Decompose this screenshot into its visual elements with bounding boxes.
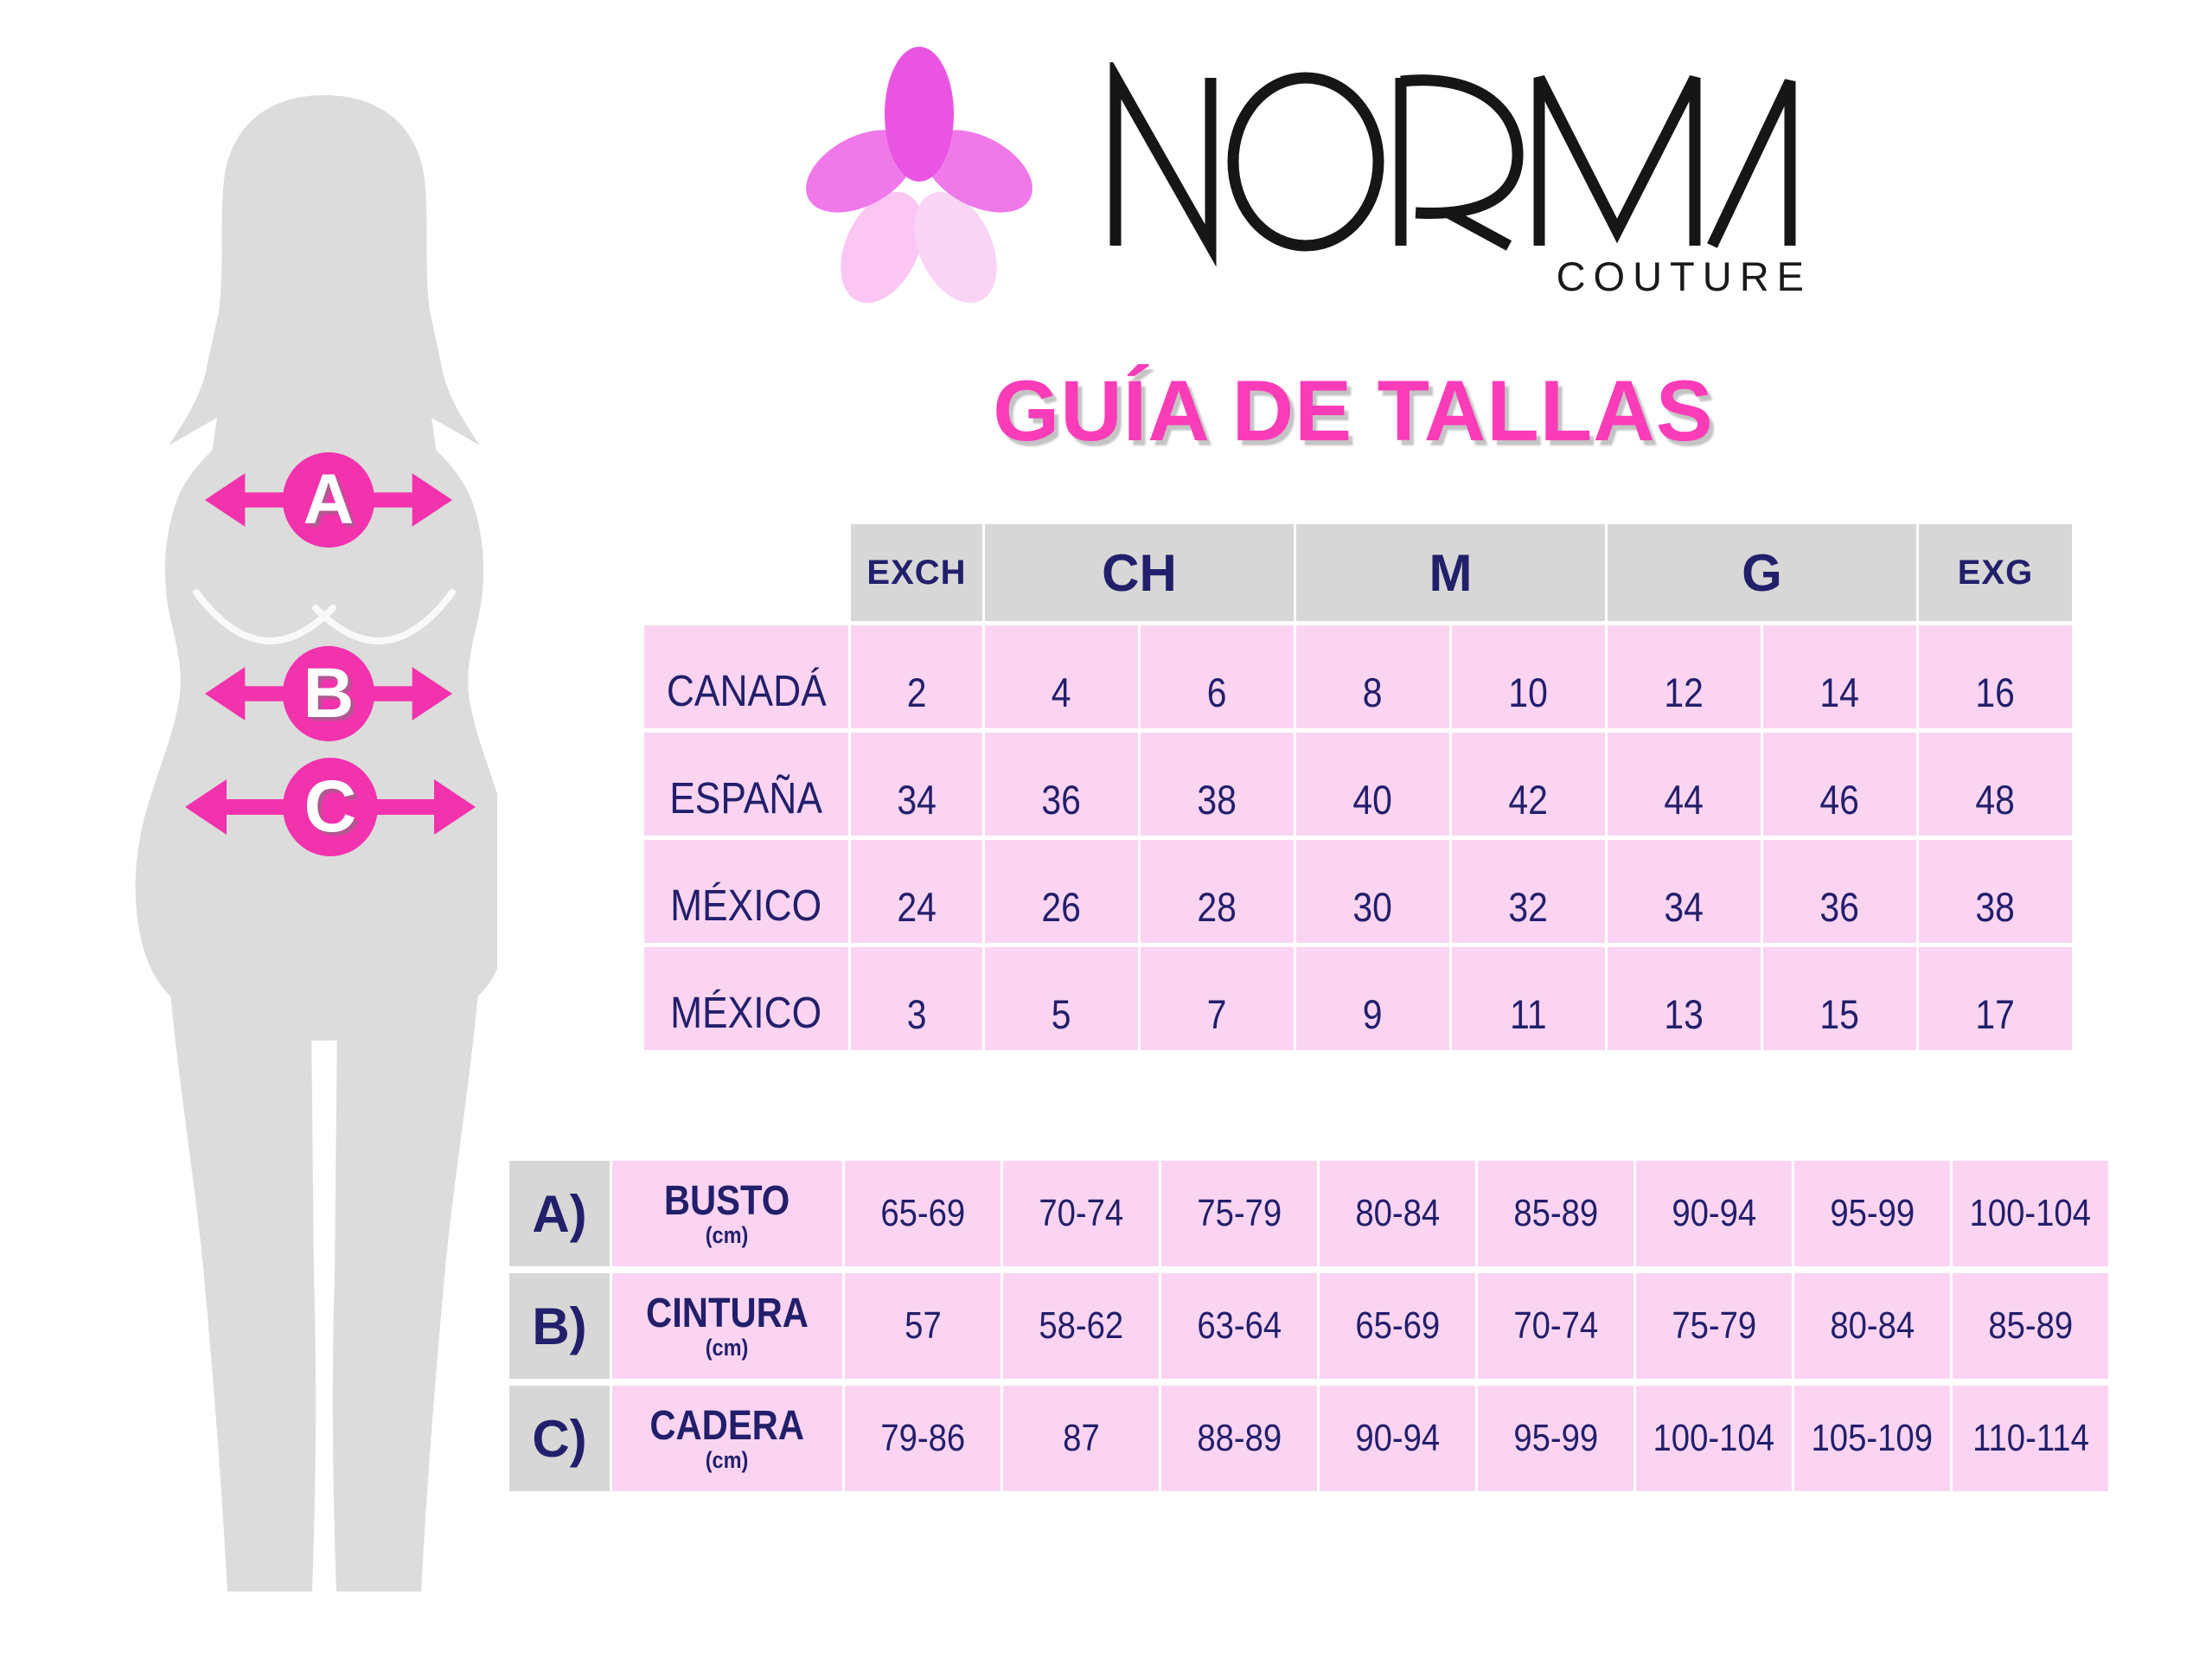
letter-n: [1116, 78, 1211, 246]
size-cell: 32: [1452, 840, 1605, 943]
size-cell: 46: [1763, 733, 1916, 836]
size-cell: 2: [851, 625, 982, 728]
size-cell: 11: [1452, 947, 1605, 1050]
size-cell: 10: [1452, 625, 1605, 728]
row-label-canada: CANADÁ: [644, 625, 848, 728]
measure-cell: 57: [845, 1273, 1001, 1379]
size-cell: 28: [1141, 840, 1294, 943]
couture-subtitle: COUTURE: [1556, 253, 1812, 299]
size-cell: 7: [1141, 947, 1294, 1050]
waist-measure-arrow: [203, 642, 454, 746]
measure-key-c: C): [509, 1386, 610, 1491]
measure-cell: 79-86: [845, 1386, 1001, 1491]
letter-m: [1539, 78, 1695, 246]
size-cell: 24: [851, 840, 982, 943]
size-cell: 14: [1763, 625, 1916, 728]
measure-cell: 85-89: [1953, 1273, 2108, 1379]
size-cell: 9: [1296, 947, 1449, 1050]
bust-measure-arrow: [203, 448, 454, 552]
hip-measure-arrow: [183, 755, 477, 859]
measure-label-cadera: CADERA (cm): [612, 1386, 842, 1491]
measure-cell: 90-94: [1636, 1161, 1792, 1266]
measure-label-cintura: CINTURA (cm): [612, 1273, 842, 1379]
letter-r: [1401, 78, 1518, 246]
column-header-g: G: [1608, 524, 1916, 621]
size-cell: 42: [1452, 733, 1605, 836]
size-cell: 34: [851, 733, 982, 836]
measure-label-busto: BUSTO (cm): [612, 1161, 842, 1266]
measure-cell: 65-69: [845, 1161, 1001, 1266]
letter-a: [1712, 81, 1790, 246]
measure-letter-c: C: [304, 765, 357, 847]
size-cell: 44: [1608, 733, 1761, 836]
measure-cell: 88-89: [1161, 1386, 1317, 1491]
measure-cell: 95-99: [1794, 1161, 1950, 1266]
neck-shape: [300, 259, 348, 389]
column-header-exg: EXG: [1919, 524, 2072, 621]
row-label-espana: ESPAÑA: [644, 733, 848, 836]
size-cell: 8: [1296, 625, 1449, 728]
size-cell: 4: [985, 625, 1138, 728]
measure-cell: 75-79: [1636, 1273, 1792, 1379]
norma-wordmark: [1103, 62, 1820, 300]
size-cell: 26: [985, 840, 1138, 943]
size-cell: 3: [851, 947, 982, 1050]
measure-cell: 87: [1003, 1386, 1159, 1491]
size-cell: 6: [1141, 625, 1294, 728]
size-cell: 40: [1296, 733, 1449, 836]
measure-cell: 63-64: [1161, 1273, 1317, 1379]
right-leg-shape: [333, 973, 480, 1592]
size-cell: 38: [1141, 733, 1294, 836]
measure-cell: 65-69: [1320, 1273, 1475, 1379]
size-cell: 34: [1608, 840, 1761, 943]
row-label-mexico-odd: MÉXICO: [644, 947, 848, 1050]
petal-top: [885, 47, 954, 182]
measure-key-b: B): [509, 1273, 610, 1379]
size-cell: 12: [1608, 625, 1761, 728]
size-cell: 36: [1763, 840, 1916, 943]
measure-cell: 80-84: [1794, 1273, 1950, 1379]
measure-letter-b: B: [303, 655, 355, 733]
size-cell: 38: [1919, 840, 2072, 943]
measure-key-a: A): [509, 1161, 610, 1266]
measure-cell: 110-114: [1953, 1386, 2108, 1491]
column-header-ch: CH: [985, 524, 1294, 621]
flower-logo-icon: [791, 42, 1044, 311]
measure-cell: 58-62: [1003, 1273, 1159, 1379]
measure-cell: 70-74: [1003, 1161, 1159, 1266]
measure-cell: 90-94: [1320, 1386, 1475, 1491]
measure-cell: 85-89: [1478, 1161, 1633, 1266]
head-shape: [260, 103, 388, 269]
size-cell: 13: [1608, 947, 1761, 1050]
size-cell: 16: [1919, 625, 2072, 728]
measure-cell: 100-104: [1636, 1386, 1792, 1491]
size-cell: 17: [1919, 947, 2072, 1050]
column-header-m: M: [1296, 524, 1605, 621]
measure-table: [509, 1161, 2108, 1491]
measure-cell: 105-109: [1794, 1386, 1950, 1491]
left-leg-shape: [169, 973, 316, 1592]
column-header-exch: EXCH: [851, 524, 982, 621]
size-cell: 15: [1763, 947, 1916, 1050]
header-spacer: [644, 524, 848, 621]
measure-cell: 70-74: [1478, 1273, 1633, 1379]
size-cell: 5: [985, 947, 1138, 1050]
size-cell: 30: [1296, 840, 1449, 943]
row-label-mexico: MÉXICO: [644, 840, 848, 943]
measure-cell: 95-99: [1478, 1386, 1633, 1491]
size-cell: 48: [1919, 733, 2072, 836]
size-table: [644, 524, 2072, 1050]
page-title: GUÍA DE TALLAS: [993, 362, 1714, 458]
measure-cell: 75-79: [1161, 1161, 1317, 1266]
letter-o: [1233, 78, 1378, 246]
measure-cell: 100-104: [1953, 1161, 2108, 1266]
size-cell: 36: [985, 733, 1138, 836]
measure-letter-a: A: [303, 461, 355, 540]
measure-cell: 80-84: [1320, 1161, 1475, 1266]
